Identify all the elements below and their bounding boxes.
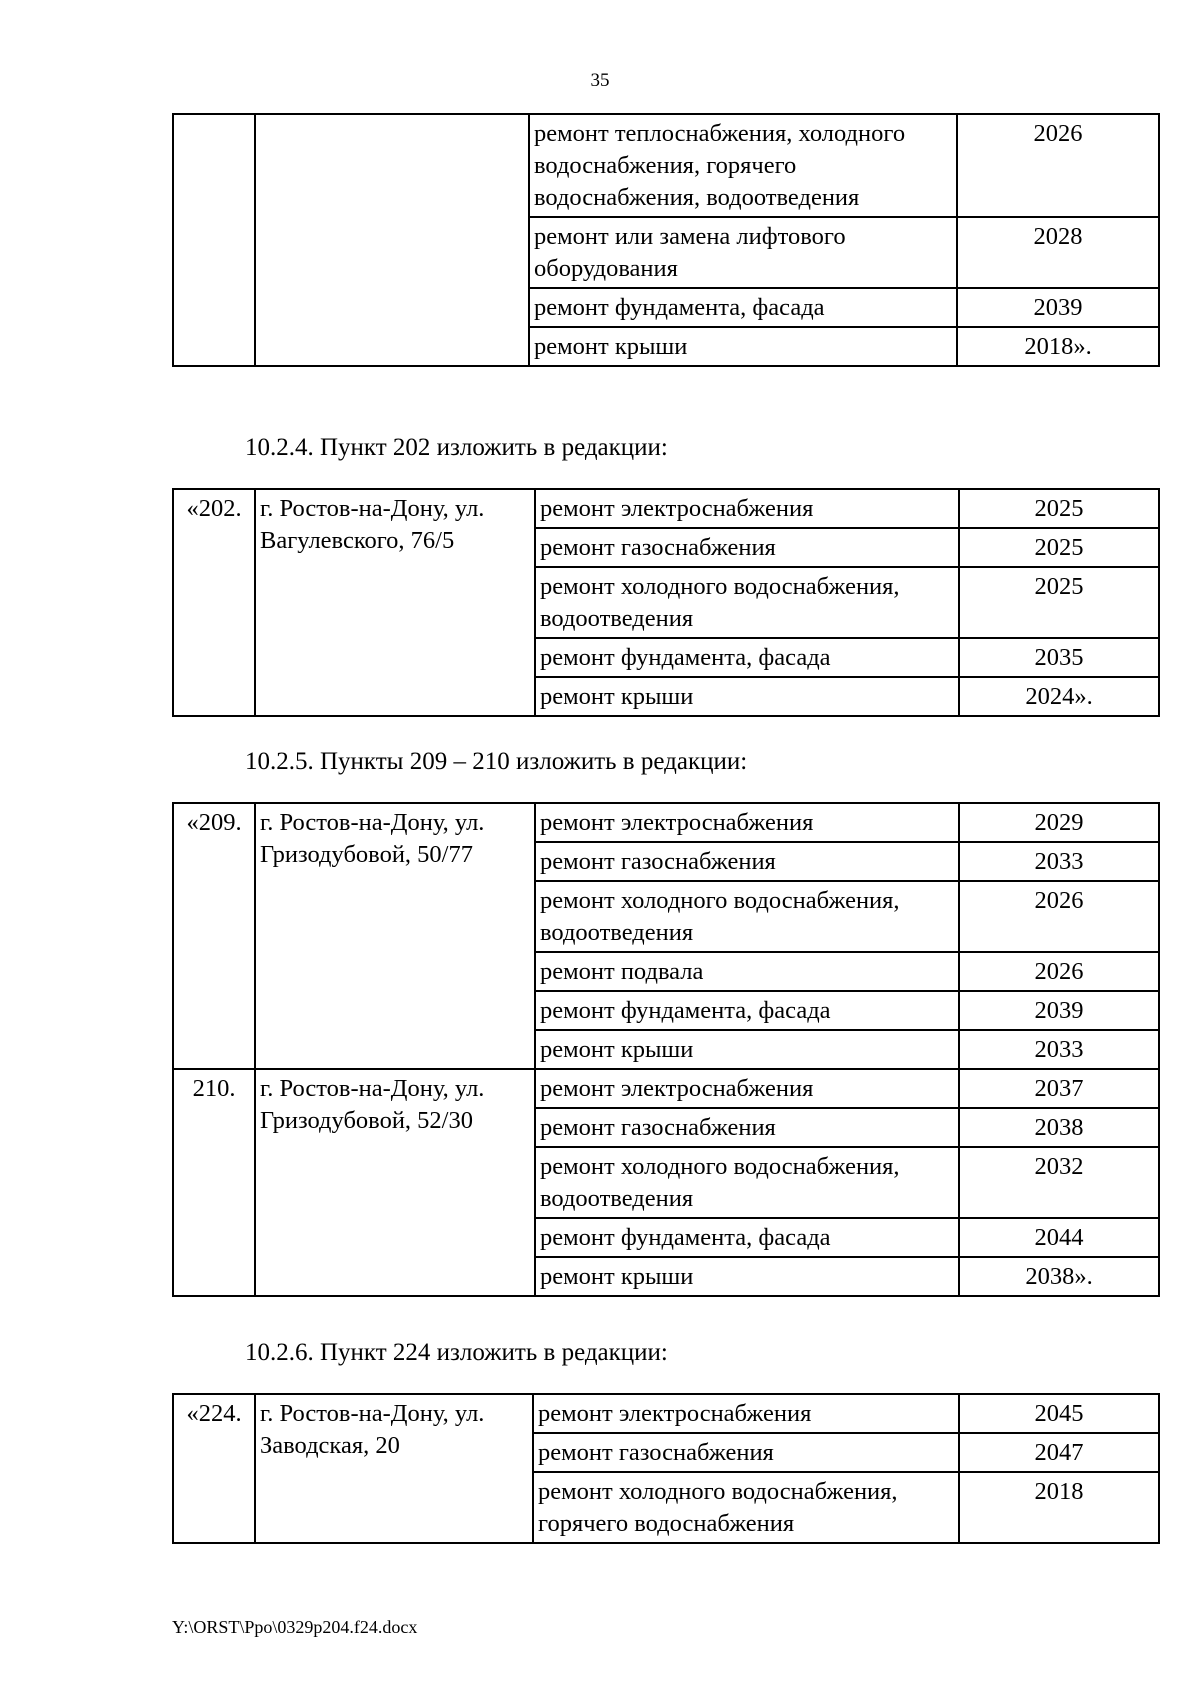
year-cell: 2044 <box>959 1218 1159 1257</box>
work-cell: ремонт газоснабжения <box>535 528 959 567</box>
work-cell: ремонт электроснабжения <box>535 803 959 842</box>
work-cell: ремонт крыши <box>535 1257 959 1296</box>
paragraph-items-209-210: 10.2.5. Пункты 209 – 210 изложить в редакции: <box>245 748 748 775</box>
work-cell: ремонт холодного водоснабжения, водоотведения <box>535 1147 959 1218</box>
work-cell: ремонт холодного водоснабжения, водоотведения <box>535 567 959 638</box>
year-cell: 2018». <box>957 327 1159 366</box>
year-cell: 2025 <box>959 567 1159 638</box>
work-cell: ремонт газоснабжения <box>535 1108 959 1147</box>
year-cell: 2039 <box>959 991 1159 1030</box>
work-cell: ремонт фундамента, фасада <box>535 1218 959 1257</box>
work-cell: ремонт электроснабжения <box>535 489 959 528</box>
year-cell: 2018 <box>959 1472 1159 1543</box>
year-cell: 2032 <box>959 1147 1159 1218</box>
table-row <box>173 489 1159 528</box>
year-cell: 2024». <box>959 677 1159 716</box>
year-cell: 2029 <box>959 803 1159 842</box>
page-number: 35 <box>590 70 610 91</box>
address-cell: г. Ростов-на-Дону, ул. Заводская, 20 <box>255 1394 533 1543</box>
work-cell: ремонт или замена лифтового оборудования <box>529 217 957 288</box>
work-cell: ремонт фундамента, фасада <box>529 288 957 327</box>
year-cell: 2039 <box>957 288 1159 327</box>
work-cell: ремонт крыши <box>535 677 959 716</box>
table-items-209-210 <box>172 802 1160 1297</box>
address-cell: г. Ростов-на-Дону, ул. Вагулевского, 76/5 <box>255 489 535 716</box>
table-row <box>173 1394 1159 1433</box>
year-cell: 2037 <box>959 1069 1159 1108</box>
number-cell <box>173 114 255 366</box>
work-cell: ремонт крыши <box>535 1030 959 1069</box>
year-cell: 2038». <box>959 1257 1159 1296</box>
number-cell: «209. <box>173 803 255 1069</box>
work-cell: ремонт теплоснабжения, холодного водоснабжения, горячего водоснабжения, водоотведения <box>529 114 957 217</box>
paragraph-item-202: 10.2.4. Пункт 202 изложить в редакции: <box>245 434 668 461</box>
year-cell: 2025 <box>959 528 1159 567</box>
work-cell: ремонт крыши <box>529 327 957 366</box>
work-cell: ремонт электроснабжения <box>535 1069 959 1108</box>
year-cell: 2026 <box>957 114 1159 217</box>
work-cell: ремонт фундамента, фасада <box>535 991 959 1030</box>
work-cell: ремонт холодного водоснабжения, горячего водоснабжения <box>533 1472 959 1543</box>
work-cell: ремонт газоснабжения <box>535 842 959 881</box>
table-row <box>173 1069 1159 1108</box>
year-cell: 2033 <box>959 842 1159 881</box>
year-cell: 2025 <box>959 489 1159 528</box>
number-cell: «224. <box>173 1394 255 1543</box>
work-cell: ремонт холодного водоснабжения, водоотведения <box>535 881 959 952</box>
year-cell: 2035 <box>959 638 1159 677</box>
table-item-224 <box>172 1393 1160 1544</box>
work-cell: ремонт газоснабжения <box>533 1433 959 1472</box>
year-cell: 2047 <box>959 1433 1159 1472</box>
year-cell: 2026 <box>959 881 1159 952</box>
address-cell: г. Ростов-на-Дону, ул. Гризодубовой, 52/30 <box>255 1069 535 1296</box>
table-row <box>173 114 1159 217</box>
work-cell: ремонт фундамента, фасада <box>535 638 959 677</box>
work-cell: ремонт подвала <box>535 952 959 991</box>
number-cell: «202. <box>173 489 255 716</box>
address-cell: г. Ростов-на-Дону, ул. Гризодубовой, 50/77 <box>255 803 535 1069</box>
year-cell: 2033 <box>959 1030 1159 1069</box>
table-continuation <box>172 113 1160 367</box>
table-item-202 <box>172 488 1160 717</box>
paragraph-item-224: 10.2.6. Пункт 224 изложить в редакции: <box>245 1339 668 1366</box>
address-cell <box>255 114 529 366</box>
footer-file-path: Y:\ORST\Ppo\0329p204.f24.docx <box>172 1617 418 1637</box>
year-cell: 2038 <box>959 1108 1159 1147</box>
year-cell: 2045 <box>959 1394 1159 1433</box>
work-cell: ремонт электроснабжения <box>533 1394 959 1433</box>
number-cell: 210. <box>173 1069 255 1296</box>
year-cell: 2028 <box>957 217 1159 288</box>
table-row <box>173 803 1159 842</box>
year-cell: 2026 <box>959 952 1159 991</box>
